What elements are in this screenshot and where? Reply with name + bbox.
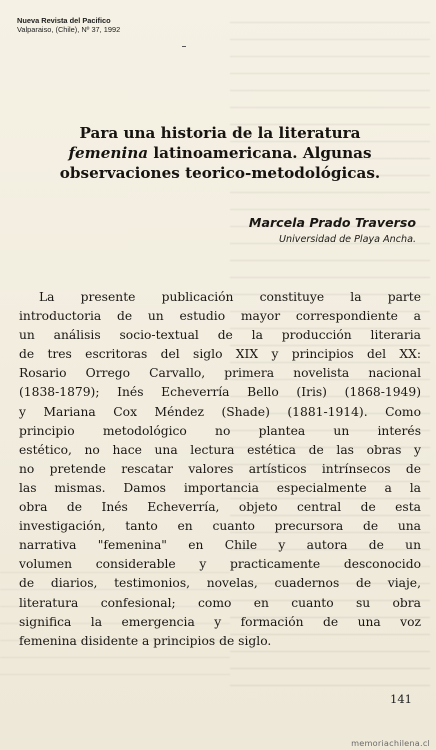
title-line: observaciones teorico-metodológicas. [59,164,381,182]
journal-issue: Valparaiso, (Chile), Nº 37, 1992 [17,25,121,34]
author-affiliation: Universidad de Playa Ancha. [279,234,416,245]
body-line: (1838-1879); Inés Echeverría Bello (Iris) (1868-1949) [19,385,421,400]
body-line: introductoria de un estudio mayor correspondiente a [19,309,421,324]
body-line: principio metodológico no plantea un interés [19,423,421,438]
body-line: y Mariana Cox Méndez (Shade) (1881-1914). Como [19,404,421,419]
title-italic-word: femenina [68,144,149,162]
author-name: Marcela Prado Traverso [248,215,416,230]
title-line: Para una historia de la literatura [79,124,361,142]
body-line: volumen considerable y practicamente desconocido [19,557,421,572]
body-line: La presente publicación constituye la parte [39,290,421,304]
page-number: 141 [390,692,412,706]
body-line: las mismas. Damos importancia especialmente a la [19,480,421,495]
body-line: no pretende rescatar valores artísticos intrínsecos de [19,461,421,476]
body-line: obra de Inés Echeverría, objeto central de esta [19,500,421,515]
print-mark [182,46,186,47]
body-line: un análisis socio-textual de la producción literaria [19,328,421,343]
journal-header [17,16,120,34]
body-line: narrativa "femenina" en Chile y autora de un [19,538,421,553]
article-body [19,288,421,651]
title-line-rest: latinoamericana. Algunas [148,144,372,162]
body-line: literatura confesional; como en cuanto su obra [19,595,421,610]
title-line [18,143,422,163]
body-line: estético, no hace una lectura estética de las obras y [19,442,421,457]
body-line: femenina disidente a principios de siglo. [19,633,272,648]
body-line: Rosario Orrego Carvallo, primera novelista nacional [19,366,421,381]
journal-title: Nueva Revista del Pacifico [17,16,111,25]
watermark: memoriachilena.cl [351,738,430,748]
body-line: significa la emergencia y formación de una voz [19,614,421,629]
article-title [18,123,422,183]
body-line: de tres escritoras del siglo XIX y principios del XX: [19,347,421,362]
body-line: de diarios, testimonios, novelas, cuadernos de viaje, [19,576,421,591]
body-line: investigación, tanto en cuanto precursora de una [19,519,421,534]
